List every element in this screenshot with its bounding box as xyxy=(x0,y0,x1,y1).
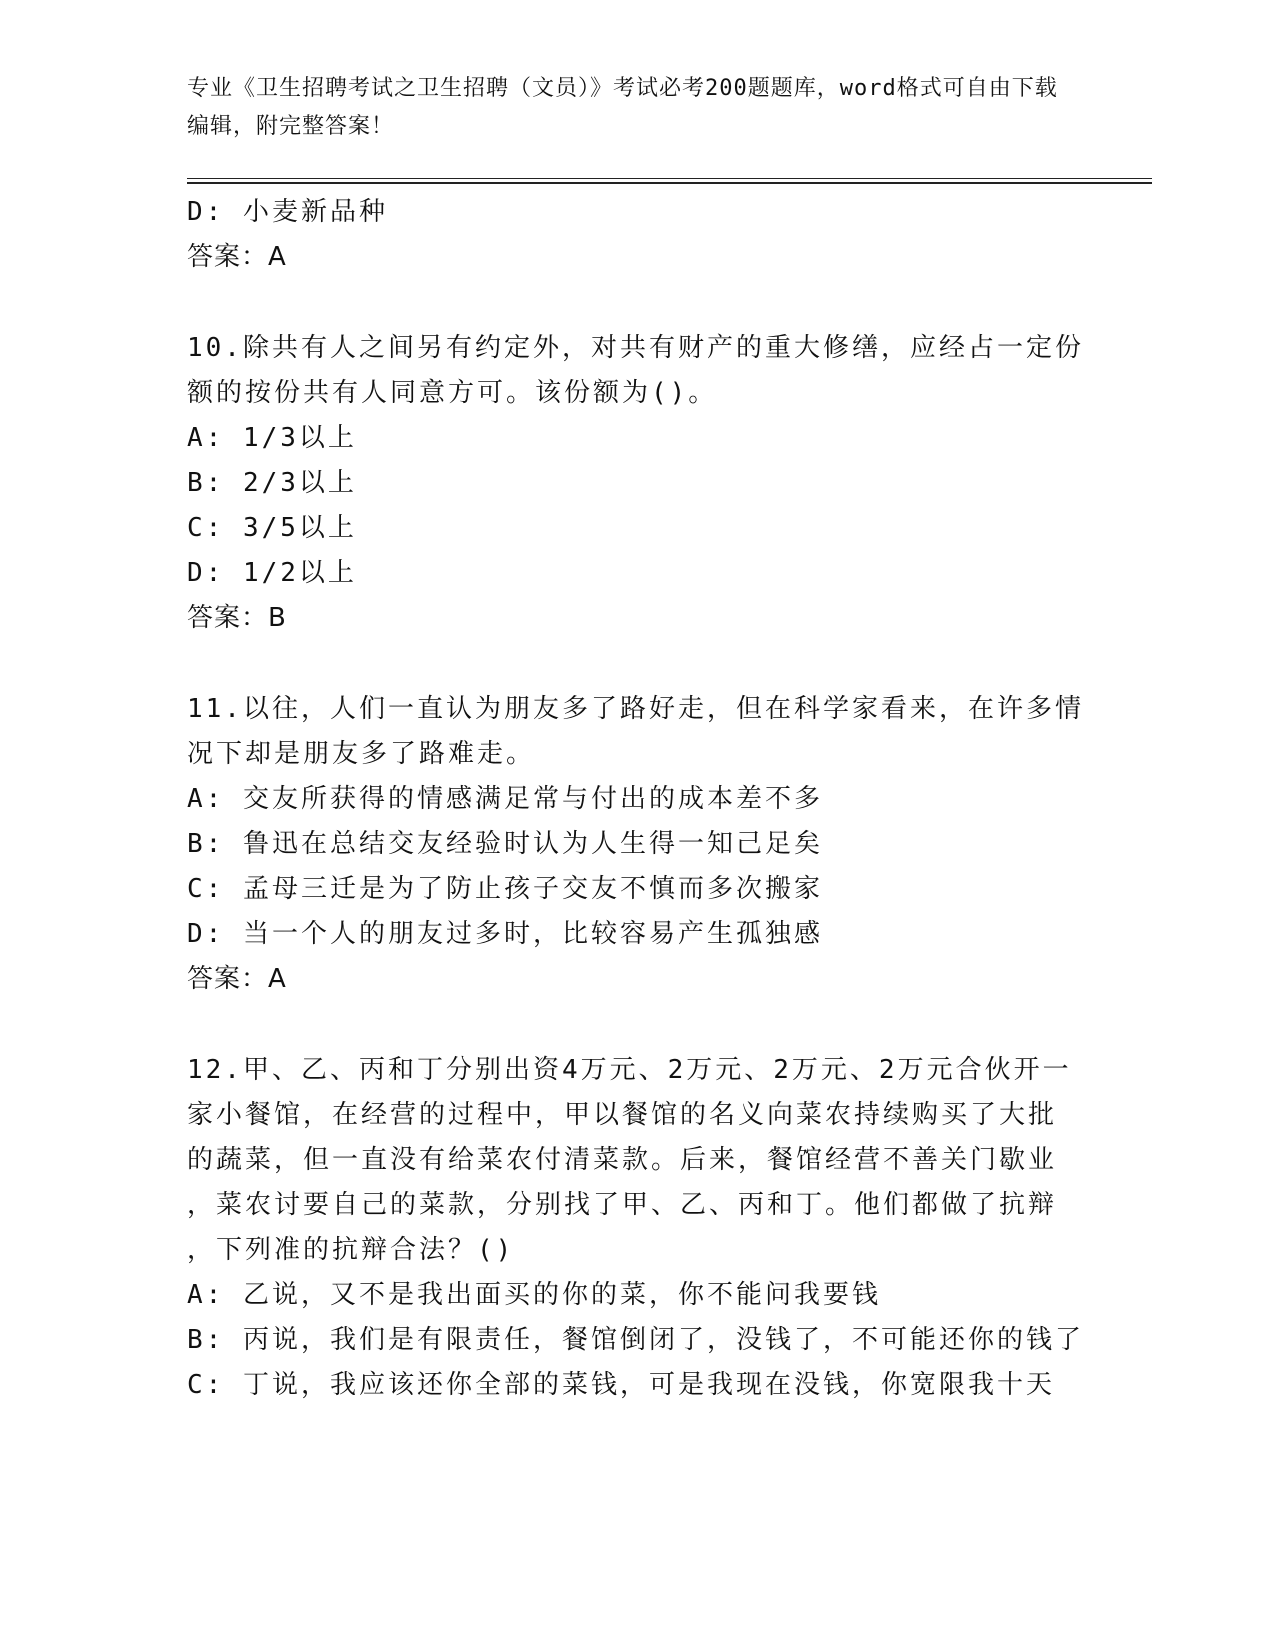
question-text-line: 家小餐馆，在经营的过程中，甲以餐馆的名义向菜农持续购买了大批 xyxy=(187,1100,1058,1130)
answer-line: 答案：B xyxy=(187,603,287,633)
question-block-12 xyxy=(187,1048,1087,1408)
header-divider-thick xyxy=(187,182,1152,184)
question-text-line: 12.甲、乙、丙和丁分别出资4万元、2万元、2万元、2万元合伙开一 xyxy=(187,1055,1072,1085)
answer-line: 答案：A xyxy=(187,964,287,994)
option-b: B: 丙说，我们是有限责任，餐馆倒闭了，没钱了，不可能还你的钱了 xyxy=(187,1325,1084,1355)
document-body xyxy=(187,190,1087,1408)
option-c: C: 丁说，我应该还你全部的菜钱，可是我现在没钱，你宽限我十天 xyxy=(187,1370,1055,1400)
question-text-line: 况下却是朋友多了路难走。 xyxy=(187,739,536,769)
option-b: B: 2/3以上 xyxy=(187,468,357,498)
option-c: C: 3/5以上 xyxy=(187,513,357,543)
option-b: B: 鲁迅在总结交友经验时认为人生得一知己足矣 xyxy=(187,829,823,859)
document-header: 专业《卫生招聘考试之卫生招聘（文员）》考试必考200题题库，word格式可自由下载编辑，附完整答案！ xyxy=(187,76,1058,139)
question-text-line: 的蔬菜，但一直没有给菜农付清菜款。后来，餐馆经营不善关门歇业 xyxy=(187,1145,1058,1175)
answer-line: 答案：A xyxy=(187,242,287,272)
option-d: D: 小麦新品种 xyxy=(187,197,388,227)
question-block-9-tail xyxy=(187,190,1087,280)
option-a: A: 交友所获得的情感满足常与付出的成本差不多 xyxy=(187,784,823,814)
question-text-line: ，下列准的抗辩合法？() xyxy=(187,1235,515,1265)
question-block-11 xyxy=(187,687,1087,1002)
question-text-line: 额的按份共有人同意方可。该份额为()。 xyxy=(187,378,718,408)
question-text-line: ，菜农讨要自己的菜款，分别找了甲、乙、丙和丁。他们都做了抗辩 xyxy=(187,1190,1058,1220)
question-text-line: 10.除共有人之间另有约定外，对共有财产的重大修缮，应经占一定份 xyxy=(187,333,1084,363)
option-d: D: 1/2以上 xyxy=(187,558,357,588)
option-d: D: 当一个人的朋友过多时，比较容易产生孤独感 xyxy=(187,919,823,949)
option-c: C: 孟母三迁是为了防止孩子交友不慎而多次搬家 xyxy=(187,874,823,904)
header-divider-thin xyxy=(187,178,1152,179)
option-a: A: 1/3以上 xyxy=(187,423,357,453)
option-a: A: 乙说，又不是我出面买的你的菜，你不能问我要钱 xyxy=(187,1280,881,1310)
question-block-10 xyxy=(187,326,1087,641)
question-text-line: 11.以往，人们一直认为朋友多了路好走，但在科学家看来，在许多情 xyxy=(187,694,1084,724)
